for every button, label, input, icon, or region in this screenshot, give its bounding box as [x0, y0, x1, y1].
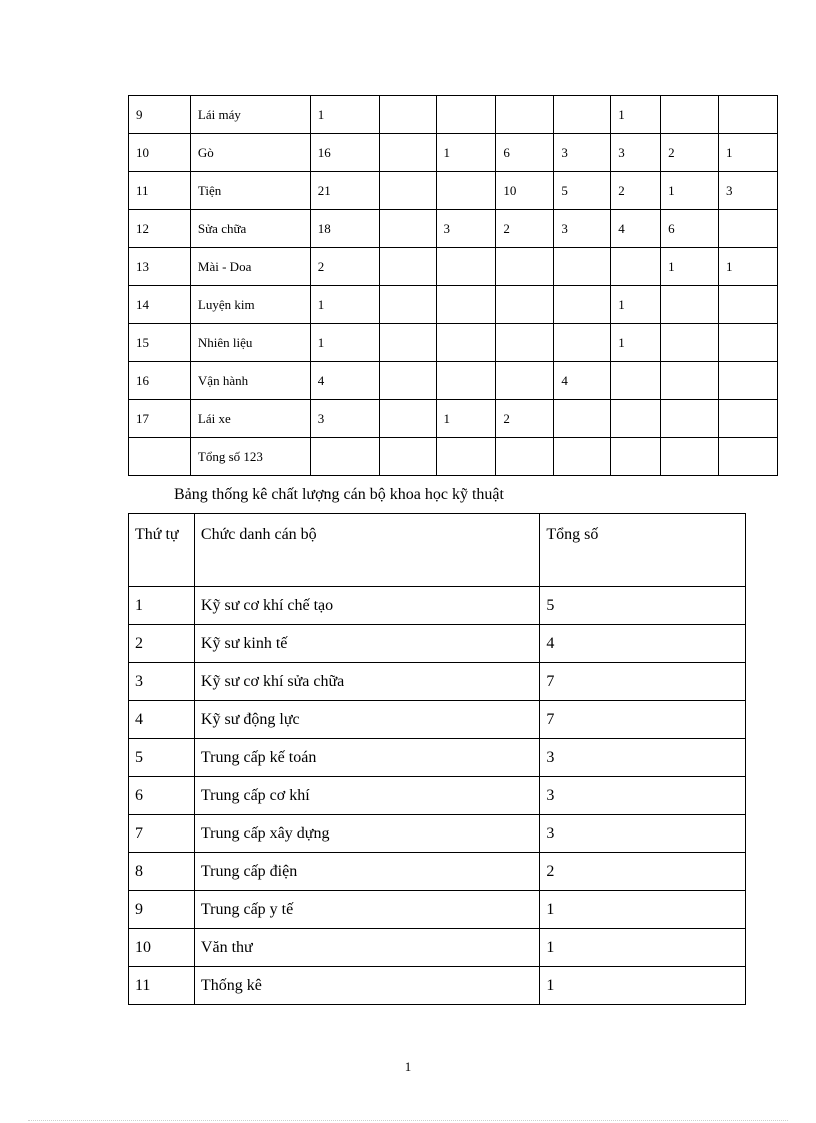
table-row — [129, 929, 746, 967]
table-row — [129, 286, 778, 324]
table-row — [129, 210, 778, 248]
staff-title: Kỹ sư cơ khí chế tạo — [194, 587, 539, 625]
count-cell: 1 — [661, 172, 719, 210]
count-cell — [661, 324, 719, 362]
count-cell: 1 — [310, 96, 379, 134]
count-cell — [719, 286, 778, 324]
trade-name: Luyện kim — [190, 286, 310, 324]
table-row — [129, 853, 746, 891]
count-cell — [379, 210, 436, 248]
count-cell — [436, 248, 496, 286]
staff-quality-body — [129, 514, 746, 1005]
count-cell — [611, 362, 661, 400]
row-number: 17 — [129, 400, 191, 438]
count-cell: 3 — [554, 210, 611, 248]
count-cell: 3 — [554, 134, 611, 172]
staff-total: 4 — [540, 625, 746, 663]
count-cell: 16 — [310, 134, 379, 172]
count-cell — [379, 286, 436, 324]
staff-title: Kỹ sư động lực — [194, 701, 539, 739]
count-cell — [310, 438, 379, 476]
count-cell — [379, 400, 436, 438]
count-cell — [661, 438, 719, 476]
worker-skills-body — [129, 96, 778, 476]
page-footer-rule — [28, 1120, 788, 1121]
count-cell — [661, 286, 719, 324]
table-row — [129, 248, 778, 286]
count-cell: 6 — [496, 134, 554, 172]
count-cell: 1 — [611, 286, 661, 324]
count-cell — [719, 438, 778, 476]
count-cell — [379, 134, 436, 172]
staff-total: 1 — [540, 967, 746, 1005]
table-row — [129, 587, 746, 625]
table-row — [129, 891, 746, 929]
count-cell — [719, 96, 778, 134]
count-cell — [719, 324, 778, 362]
count-cell — [379, 96, 436, 134]
trade-name: Lái xe — [190, 400, 310, 438]
staff-total: 5 — [540, 587, 746, 625]
staff-quality-table — [128, 513, 746, 1005]
count-cell — [436, 324, 496, 362]
trade-name: Lái máy — [190, 96, 310, 134]
count-cell: 3 — [310, 400, 379, 438]
staff-title: Trung cấp xây dựng — [194, 815, 539, 853]
count-cell — [554, 286, 611, 324]
staff-quality-caption: Bảng thống kê chất lượng cán bộ khoa học kỹ thuật — [174, 486, 504, 503]
staff-title: Trung cấp y tế — [194, 891, 539, 929]
staff-order: 9 — [129, 891, 195, 929]
count-cell — [436, 286, 496, 324]
count-cell: 1 — [436, 400, 496, 438]
staff-order: 11 — [129, 967, 195, 1005]
row-number: 13 — [129, 248, 191, 286]
count-cell — [611, 248, 661, 286]
table-row — [129, 362, 778, 400]
table-row — [129, 134, 778, 172]
table-row — [129, 815, 746, 853]
count-cell — [554, 248, 611, 286]
table-row — [129, 967, 746, 1005]
count-cell: 1 — [611, 324, 661, 362]
trade-name: Mài - Doa — [190, 248, 310, 286]
table-row — [129, 777, 746, 815]
row-number: 11 — [129, 172, 191, 210]
staff-order: 1 — [129, 587, 195, 625]
staff-order: 5 — [129, 739, 195, 777]
staff-title: Trung cấp cơ khí — [194, 777, 539, 815]
staff-order: 8 — [129, 853, 195, 891]
staff-order: 10 — [129, 929, 195, 967]
staff-total: 3 — [540, 739, 746, 777]
row-number: 16 — [129, 362, 191, 400]
count-cell: 1 — [436, 134, 496, 172]
count-cell: 2 — [661, 134, 719, 172]
trade-name: Gò — [190, 134, 310, 172]
staff-title: Văn thư — [194, 929, 539, 967]
count-cell: 2 — [611, 172, 661, 210]
table-row — [129, 663, 746, 701]
count-cell — [496, 362, 554, 400]
count-cell — [496, 324, 554, 362]
table-row — [129, 701, 746, 739]
count-cell — [379, 172, 436, 210]
count-cell — [379, 324, 436, 362]
staff-total: 2 — [540, 853, 746, 891]
staff-total: 3 — [540, 815, 746, 853]
count-cell — [554, 96, 611, 134]
table-row — [129, 625, 746, 663]
count-cell: 3 — [611, 134, 661, 172]
count-cell — [611, 400, 661, 438]
staff-total: 7 — [540, 701, 746, 739]
trade-name: Tổng số 123 — [190, 438, 310, 476]
count-cell — [554, 324, 611, 362]
header-order: Thứ tự — [129, 514, 195, 587]
page-number: 1 — [404, 1059, 412, 1074]
staff-order: 4 — [129, 701, 195, 739]
count-cell: 2 — [310, 248, 379, 286]
count-cell — [661, 362, 719, 400]
header-title: Chức danh cán bộ — [194, 514, 539, 587]
count-cell — [436, 438, 496, 476]
count-cell: 1 — [719, 134, 778, 172]
count-cell — [719, 362, 778, 400]
count-cell — [496, 96, 554, 134]
count-cell — [379, 248, 436, 286]
staff-title: Trung cấp kế toán — [194, 739, 539, 777]
header-total: Tổng số — [540, 514, 746, 587]
table-row — [129, 400, 778, 438]
row-number: 15 — [129, 324, 191, 362]
count-cell: 5 — [554, 172, 611, 210]
row-number: 12 — [129, 210, 191, 248]
count-cell: 1 — [719, 248, 778, 286]
count-cell: 1 — [661, 248, 719, 286]
count-cell — [554, 438, 611, 476]
row-number: 10 — [129, 134, 191, 172]
row-number: 9 — [129, 96, 191, 134]
count-cell — [661, 400, 719, 438]
count-cell — [436, 362, 496, 400]
row-number: 14 — [129, 286, 191, 324]
count-cell: 2 — [496, 210, 554, 248]
count-cell — [379, 362, 436, 400]
count-cell: 21 — [310, 172, 379, 210]
staff-title: Kỹ sư cơ khí sửa chữa — [194, 663, 539, 701]
table-row — [129, 96, 778, 134]
count-cell: 18 — [310, 210, 379, 248]
count-cell — [661, 96, 719, 134]
count-cell: 3 — [436, 210, 496, 248]
staff-total: 7 — [540, 663, 746, 701]
worker-skills-table — [128, 95, 778, 476]
staff-order: 3 — [129, 663, 195, 701]
staff-order: 7 — [129, 815, 195, 853]
table-row — [129, 324, 778, 362]
count-cell: 1 — [611, 96, 661, 134]
count-cell — [554, 400, 611, 438]
staff-title: Trung cấp điện — [194, 853, 539, 891]
count-cell — [719, 400, 778, 438]
staff-header-row — [129, 514, 746, 587]
table-row — [129, 438, 778, 476]
count-cell — [611, 438, 661, 476]
staff-total: 3 — [540, 777, 746, 815]
count-cell: 1 — [310, 324, 379, 362]
trade-name: Sửa chữa — [190, 210, 310, 248]
count-cell — [379, 438, 436, 476]
staff-title: Kỹ sư kinh tế — [194, 625, 539, 663]
staff-order: 6 — [129, 777, 195, 815]
count-cell — [496, 248, 554, 286]
row-number — [129, 438, 191, 476]
count-cell — [719, 210, 778, 248]
count-cell: 2 — [496, 400, 554, 438]
staff-title: Thống kê — [194, 967, 539, 1005]
count-cell — [436, 172, 496, 210]
trade-name: Vận hành — [190, 362, 310, 400]
trade-name: Tiện — [190, 172, 310, 210]
count-cell — [496, 286, 554, 324]
table-row — [129, 172, 778, 210]
count-cell: 1 — [310, 286, 379, 324]
count-cell: 3 — [719, 172, 778, 210]
count-cell: 6 — [661, 210, 719, 248]
count-cell: 4 — [554, 362, 611, 400]
trade-name: Nhiên liệu — [190, 324, 310, 362]
count-cell — [436, 96, 496, 134]
table-row — [129, 739, 746, 777]
staff-order: 2 — [129, 625, 195, 663]
count-cell — [496, 438, 554, 476]
staff-total: 1 — [540, 891, 746, 929]
count-cell: 10 — [496, 172, 554, 210]
count-cell: 4 — [310, 362, 379, 400]
count-cell: 4 — [611, 210, 661, 248]
staff-total: 1 — [540, 929, 746, 967]
